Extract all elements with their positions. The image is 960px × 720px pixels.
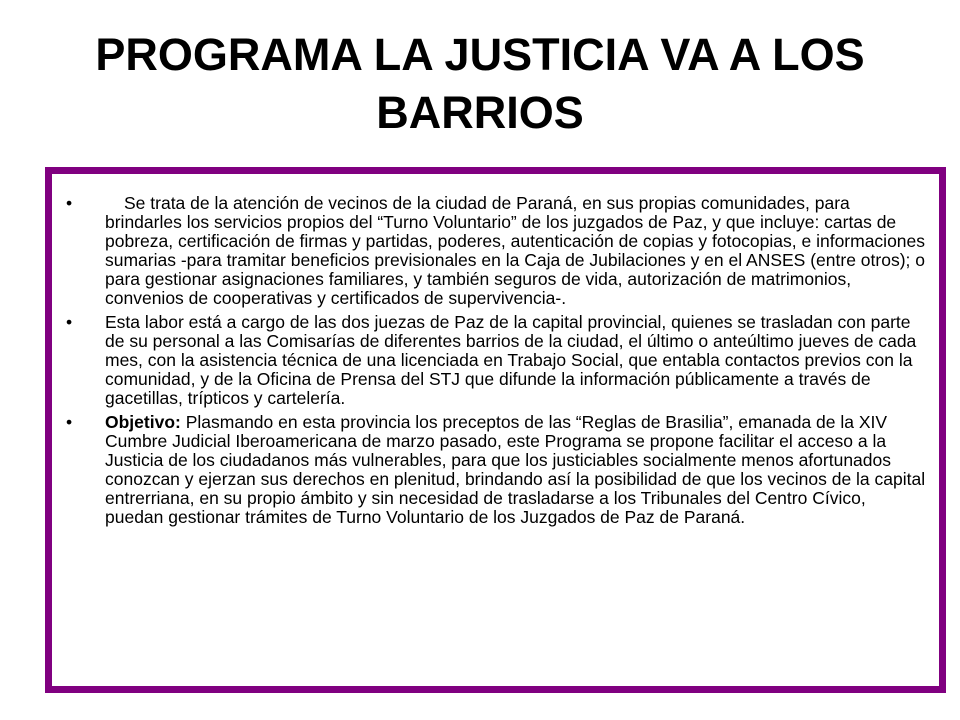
bullet-icon: • bbox=[66, 193, 73, 213]
bullet-text: Esta labor está a cargo de las dos juezas de Paz de la capital provincial, quienes se trasladan con parte de su personal a las Comisarías de diferentes barrios de la ciudad, el último o anteúltimo jueves de cada mes, con la asistencia técnica de una licenciada en Trabajo Social, que entabla contactos previos con la comunidad, y de la Oficina de Prensa del STJ que difunde la información públicamente a través de gacetillas, trípticos y cartelería. bbox=[105, 312, 917, 408]
slide-title: PROGRAMA LA JUSTICIA VA A LOS BARRIOS bbox=[95, 29, 865, 138]
bullet-text: Plasmando en esta provincia los preceptos de las “Reglas de Brasilia”, emanada de la XIV Cumbre Judicial Iberoamericana de marzo pasado, este Programa se propone facilitar el acceso a la Justicia de los ciudadanos más vulnerables, para que los justiciables socialmente menos afortunados conozcan y ejerzan sus derechos en plenitud, brindando así la posibilidad de que los vecinos de la capital entrerriana, en su propio ámbito y sin necesidad de trasladarse a los Tribunales del Centro Cívico, puedan gestionar trámites de Turno Voluntario de los Juzgados de Paz de Paraná. bbox=[105, 412, 926, 527]
bullet-item-service-description bbox=[66, 194, 928, 308]
bullet-icon: • bbox=[66, 412, 73, 432]
content-box bbox=[45, 167, 946, 693]
bullet-item-objective bbox=[66, 413, 928, 527]
bullet-text: Se trata de la atención de vecinos de la ciudad de Paraná, en sus propias comunidades, para brindarles los servicios propios del “Turno Voluntario” de los juzgados de Paz, y que incluye: cartas de pobreza, certificación de firmas y partidas, poderes, autenticación de copias y fotocopias, e informaciones sumarias -para tramitar beneficios previsionales en la Caja de Jubilaciones y en el ANSES (entre otros); o para gestionar asignaciones familiares, y también seguros de vida, autorización de matrimonios, convenios de cooperativas y certificados de supervivencia-. bbox=[105, 193, 926, 308]
bullet-item-staff bbox=[66, 313, 928, 408]
bullet-icon: • bbox=[66, 312, 73, 332]
objective-label: Objetivo: bbox=[105, 412, 181, 432]
bullet-list bbox=[66, 194, 928, 532]
